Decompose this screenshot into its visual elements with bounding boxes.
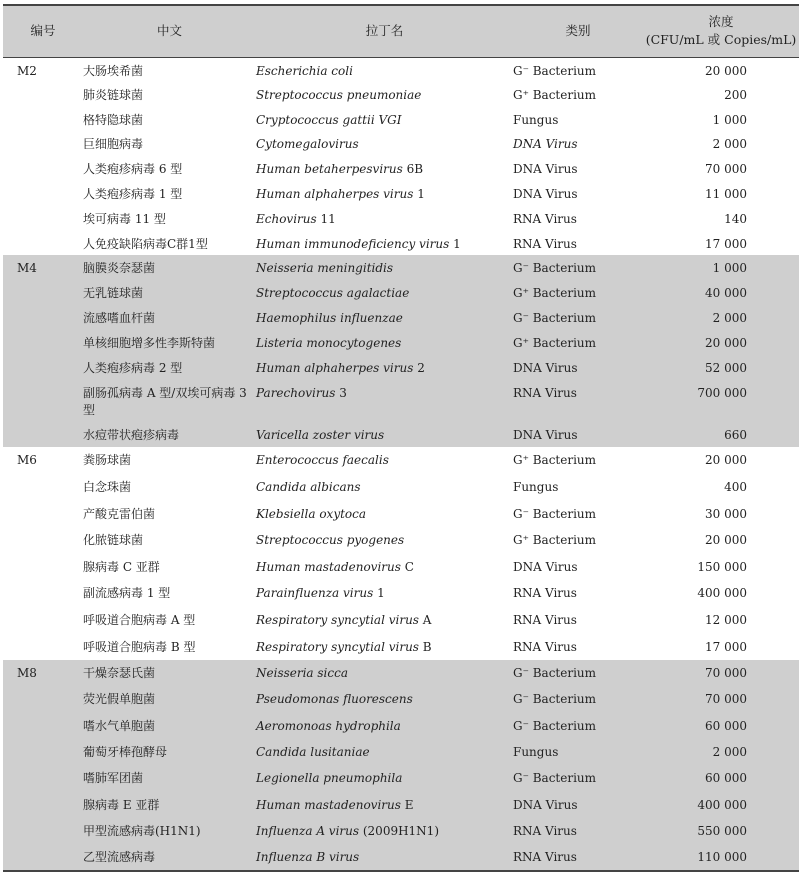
latin-suffix: C [400,559,414,574]
latin-italic: Haemophilus influenzae [256,311,403,326]
group-code: M8 [17,666,37,681]
group-code [3,792,83,818]
group-code [3,305,83,330]
chinese-name: 荧光假单胞菌 [83,692,156,707]
latin-name [256,474,513,501]
latin-name [256,686,513,712]
table-row [3,474,799,501]
category: DNA Virus [513,186,578,201]
concentration: 2 000 [712,745,747,760]
table-row [3,739,799,765]
latin-suffix: 1 [373,586,385,601]
group-m8 [3,660,799,870]
chinese-name: 呼吸道合胞病毒 B 型 [83,639,196,654]
latin-suffix: B [418,639,432,654]
table-row [3,206,799,231]
latin-italic: Neisseria sicca [256,666,348,681]
latin-name [256,765,513,791]
table-row [3,255,799,280]
latin-italic: Human immunodeficiency virus [256,236,450,251]
latin-name [256,554,513,581]
latin-italic: Listeria monocytogenes [256,336,402,351]
latin-italic: Streptococcus agalactiae [256,286,410,301]
concentration: 17 000 [705,236,747,251]
category: DNA Virus [513,428,578,443]
latin-name [256,305,513,330]
table-row [3,792,799,818]
group-code [3,422,83,447]
concentration: 2 000 [712,137,747,152]
latin-italic: Candida albicans [256,479,361,494]
group-code [3,686,83,712]
latin-italic: Streptococcus pyogenes [256,533,405,548]
category: G⁻ Bacterium [513,718,597,733]
category: RNA Virus [513,612,577,627]
group-code [3,156,83,181]
category: DNA Virus [513,361,578,376]
table-row [3,82,799,107]
latin-italic: Respiratory syncytial virus [256,639,419,654]
group-code [3,474,83,501]
group-code [3,844,83,870]
table-header [3,5,799,57]
chinese-name: 水痘带状疱疹病毒 [83,428,180,443]
table-row [3,844,799,870]
category: G⁺ Bacterium [513,286,597,301]
concentration: 70 000 [705,692,747,707]
chinese-name: 腺病毒 C 亚群 [83,559,160,574]
header-code: 编号 [3,5,83,57]
chinese-name: 产酸克雷伯菌 [83,506,156,521]
latin-suffix: 1 [413,186,425,201]
table-row [3,380,799,422]
table-row [3,580,799,607]
latin-italic: Respiratory syncytial virus [256,612,419,627]
latin-italic: Escherichia coli [256,63,353,78]
latin-name [256,447,513,474]
concentration: 400 000 [697,586,747,601]
group-code: M6 [17,453,37,468]
concentration: 200 [724,87,747,102]
group-code [3,131,83,156]
header-conc-title: 浓度 [708,14,734,30]
table-row [3,527,799,554]
chinese-name: 副流感病毒 1 型 [83,586,171,601]
chinese-name: 单核细胞增多性李斯特菌 [83,336,216,351]
table-row [3,57,799,82]
chinese-name: 人类疱疹病毒 6 型 [83,162,183,177]
chinese-name: 腺病毒 E 亚群 [83,797,160,812]
latin-italic: Legionella pneumophila [256,771,403,786]
concentration: 1 000 [712,261,747,276]
latin-italic: Parechovirus [256,386,336,401]
chinese-name: 无乳链球菌 [83,286,144,301]
category: G⁻ Bacterium [513,692,597,707]
table-row [3,607,799,634]
header-chinese: 中文 [83,5,256,57]
group-code [3,231,83,256]
category: G⁺ Bacterium [513,336,597,351]
concentration: 20 000 [705,453,747,468]
table-row [3,818,799,844]
group-code [3,82,83,107]
latin-name [256,330,513,355]
chinese-name: 干燥奈瑟氏菌 [83,666,156,681]
group-code [3,554,83,581]
concentration: 70 000 [705,162,747,177]
table-row [3,181,799,206]
category: DNA Virus [513,559,578,574]
concentration: 660 [724,428,747,443]
table-row [3,713,799,739]
concentration: 20 000 [705,63,747,78]
latin-name [256,181,513,206]
chinese-name: 甲型流感病毒(H1N1) [83,823,201,838]
category: Fungus [513,112,559,127]
concentration: 550 000 [697,823,747,838]
chinese-name: 嗜肺军团菌 [83,771,144,786]
latin-italic: Influenza A virus [256,823,360,838]
table-row [3,765,799,791]
chinese-name: 粪肠球菌 [83,453,132,468]
latin-suffix: 2 [413,361,425,376]
latin-name [256,607,513,634]
category: DNA Virus [513,162,578,177]
concentration: 140 [724,211,747,226]
concentration: 17 000 [705,639,747,654]
group-code [3,713,83,739]
latin-suffix: E [400,797,414,812]
group-m6 [3,447,799,660]
table-row [3,422,799,447]
latin-name [256,355,513,380]
latin-name [256,739,513,765]
category: G⁻ Bacterium [513,666,597,681]
group-code [3,330,83,355]
latin-name [256,57,513,82]
concentration: 20 000 [705,336,747,351]
category: G⁺ Bacterium [513,87,597,102]
category: G⁻ Bacterium [513,506,597,521]
chinese-name: 化脓链球菌 [83,533,144,548]
latin-suffix: (2009H1N1) [359,823,439,838]
chinese-name: 大肠埃希菌 [83,63,144,78]
chinese-name: 人免疫缺陷病毒C群1型 [83,236,208,251]
concentration: 1 000 [712,112,747,127]
category: G⁺ Bacterium [513,533,597,548]
table-row [3,107,799,132]
concentration: 60 000 [705,771,747,786]
latin-italic: Human alphaherpes virus [256,186,414,201]
chinese-name: 呼吸道合胞病毒 A 型 [83,612,196,627]
chinese-name: 格特隐球菌 [83,112,144,127]
group-code [3,280,83,305]
latin-suffix: 11 [316,211,336,226]
table-row [3,660,799,686]
concentration: 20 000 [705,533,747,548]
concentration: 12 000 [705,612,747,627]
category: DNA Virus [513,137,578,152]
chinese-name: 副肠孤病毒 A 型/双埃可病毒 3 型 [83,386,247,418]
latin-name [256,107,513,132]
category: G⁻ Bacterium [513,63,597,78]
latin-name [256,501,513,528]
latin-name [256,131,513,156]
group-code [3,501,83,528]
chinese-name: 人类疱疹病毒 2 型 [83,361,183,376]
category: Fungus [513,745,559,760]
latin-name [256,660,513,686]
latin-italic: Human mastadenovirus [256,559,401,574]
category: RNA Virus [513,823,577,838]
latin-italic: Varicella zoster virus [256,428,385,443]
category: RNA Virus [513,236,577,251]
concentration: 400 000 [697,797,747,812]
concentration: 400 [724,479,747,494]
table-row [3,156,799,181]
concentration: 11 000 [705,186,747,201]
table-row [3,305,799,330]
category: RNA Virus [513,386,577,401]
latin-name [256,713,513,739]
latin-name [256,792,513,818]
chinese-name: 脑膜炎奈瑟菌 [83,261,156,276]
category: G⁻ Bacterium [513,311,597,326]
concentration: 30 000 [705,506,747,521]
latin-name [256,422,513,447]
group-code [3,181,83,206]
pathogen-table [3,4,799,872]
chinese-name: 肺炎链球菌 [83,87,144,102]
concentration: 70 000 [705,666,747,681]
concentration: 2 000 [712,311,747,326]
latin-italic: Klebsiella oxytoca [256,506,367,521]
concentration: 60 000 [705,718,747,733]
group-code [3,818,83,844]
concentration: 150 000 [697,559,747,574]
concentration: 52 000 [705,361,747,376]
latin-italic: Aeromonoas hydrophila [256,718,401,733]
chinese-name: 葡萄牙棒孢酵母 [83,745,168,760]
latin-italic: Streptococcus pneumoniae [256,87,422,102]
latin-italic: Parainfluenza virus [256,586,374,601]
latin-italic: Human alphaherpes virus [256,361,414,376]
latin-name [256,280,513,305]
category: RNA Virus [513,586,577,601]
group-code: M4 [17,261,37,276]
category: G⁺ Bacterium [513,453,597,468]
chinese-name: 嗜水气单胞菌 [83,718,156,733]
header-category: 类别 [513,5,643,57]
chinese-name: 人类疱疹病毒 1 型 [83,186,183,201]
latin-name [256,156,513,181]
table-row [3,131,799,156]
concentration: 700 000 [697,386,747,401]
category: RNA Virus [513,211,577,226]
group-code [3,107,83,132]
chinese-name: 巨细胞病毒 [83,137,144,152]
table-row [3,501,799,528]
table-row [3,634,799,661]
chinese-name: 埃可病毒 11 型 [83,211,166,226]
group-m4 [3,255,799,447]
latin-italic: Human mastadenovirus [256,797,401,812]
concentration: 40 000 [705,286,747,301]
latin-suffix: 1 [449,236,461,251]
latin-name [256,580,513,607]
chinese-name: 乙型流感病毒 [83,844,256,870]
latin-name [256,231,513,256]
latin-italic: Cytomegalovirus [256,137,359,152]
chinese-name: 流感嗜血杆菌 [83,311,156,326]
table-row [3,554,799,581]
category: G⁻ Bacterium [513,771,597,786]
latin-italic: Influenza B virus [256,850,360,865]
latin-italic: Enterococcus faecalis [256,453,389,468]
latin-suffix: 3 [335,386,347,401]
latin-italic: Cryptococcus gattii VGI [256,112,402,127]
latin-italic: Human betaherpesvirus [256,162,403,177]
table-row [3,280,799,305]
concentration: 110 000 [643,844,799,870]
group-code [3,765,83,791]
latin-name [256,818,513,844]
group-code [3,634,83,661]
category: G⁻ Bacterium [513,261,597,276]
latin-name [256,527,513,554]
table-row [3,355,799,380]
group-code: M2 [17,63,37,78]
table-row [3,447,799,474]
latin-name [256,206,513,231]
chinese-name: 白念珠菌 [83,479,132,494]
group-code [3,527,83,554]
group-code [3,739,83,765]
category: RNA Virus [513,639,577,654]
category: DNA Virus [513,797,578,812]
latin-suffix: A [418,612,432,627]
latin-suffix: 6B [402,162,424,177]
latin-italic: Pseudomonas fluorescens [256,692,413,707]
group-code [3,380,83,422]
group-code [3,580,83,607]
table-row [3,330,799,355]
latin-italic: Echovirus [256,211,317,226]
header-latin: 拉丁名 [256,5,513,57]
category: Fungus [513,479,559,494]
latin-italic: Candida lusitaniae [256,745,370,760]
group-code [3,607,83,634]
group-code [3,355,83,380]
header-conc-unit: (CFU/mL 或 Copies/mL) [645,32,797,48]
latin-name [256,82,513,107]
header-concentration [643,5,799,57]
latin-name [256,634,513,661]
latin-italic: Neisseria meningitidis [256,261,394,276]
table-row [3,231,799,256]
latin-name [256,844,513,870]
group-code [3,206,83,231]
latin-name [256,255,513,280]
category: RNA Virus [513,844,643,870]
latin-name [256,380,513,422]
table-row [3,686,799,712]
group-m2 [3,57,799,255]
